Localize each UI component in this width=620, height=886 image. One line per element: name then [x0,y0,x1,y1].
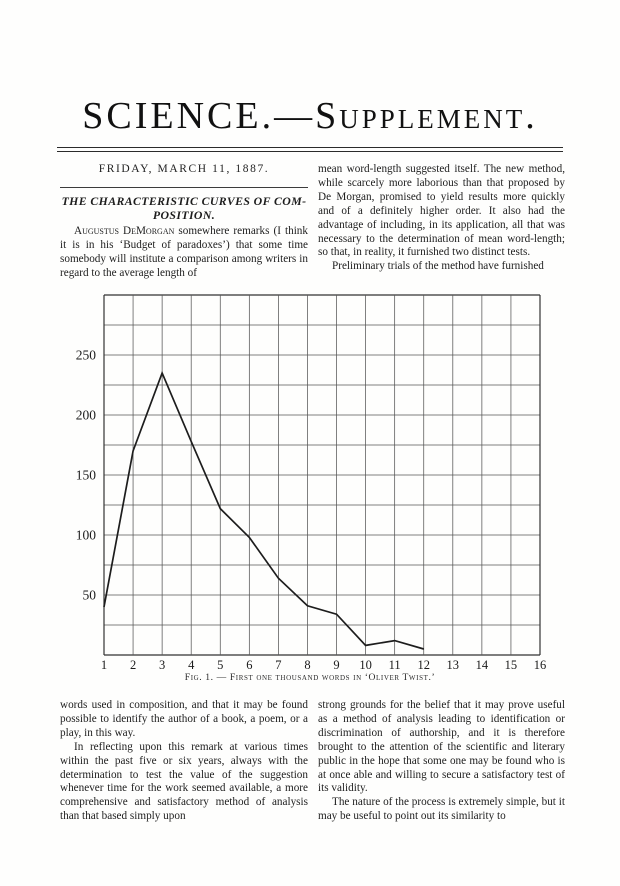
column-bottom-left [60,696,308,824]
x-axis-tick-label: 14 [475,658,489,670]
paragraph: strong grounds for the belief that it may prove useful as a method of analysis leading to identification or discrimination of authorship, and it is therefore brought to the attention of the scientific and literary public in the hope that some one may be found who is at once able and willing to secure a satisfactory test of its validity. [318,699,565,795]
x-axis-tick-label: 10 [359,658,372,670]
x-axis-tick-label: 7 [275,658,282,670]
article-title [60,194,308,222]
masthead [0,94,620,138]
x-axis-tick-label: 16 [533,658,547,670]
y-axis-tick-label: 200 [75,407,96,423]
x-axis-tick-label: 15 [504,658,518,670]
word-length-curve [104,373,424,649]
column-top-left [60,160,308,281]
paragraph: The nature of the process is extremely simple, but it may be useful to point out its similarity to [318,796,565,823]
paragraph: In reflecting upon this remark at various times within the past five or six years, always with the determination to test the value of the suggestion whenever time for the work seemed available, a more comprehensive and satisfactory method of analysis than that based simply upon [60,740,308,823]
paragraph [60,225,308,281]
x-axis-tick-label: 12 [417,658,430,670]
masthead-title [0,94,620,138]
x-axis-tick-label: 2 [129,658,137,670]
x-axis-tick-label: 8 [304,658,311,670]
wordlength-chart [57,288,563,670]
article-title-line1: THE CHARACTERISTIC CURVES OF COM- [61,194,307,208]
y-axis-tick-label: 50 [82,587,96,603]
y-axis-tick-label: 100 [75,527,96,543]
article-title-line2: POSITION. [152,208,216,222]
dateline-rule [60,187,308,188]
figure-1 [57,288,563,670]
x-axis-tick-label: 6 [246,658,253,670]
x-axis-tick-label: 11 [388,658,401,670]
masthead-title-sub: —Supplement. [274,95,538,137]
paragraph: mean word-length suggested itself. The new method, while scarcely more laborious than that proposed by De Morgan, promised to yield results more quickly and of a definitely higher order. It also had the advantage of including, in its application, all that was necessary to the determination of mean word-length; so that, in reality, it furnished two distinct tests. [318,163,565,259]
x-axis-tick-label: 9 [333,658,340,670]
x-axis-tick-label: 4 [188,658,195,670]
x-axis-tick-label: 1 [100,658,108,670]
column-bottom-right [318,696,565,824]
paragraph: words used in composition, and that it may be found possible to identify the author of a book, a poem, or a play, in this way. [60,699,308,739]
figure-caption: Fig. 1. — First one thousand words in ‘Oliver Twist.’ [184,672,436,683]
x-axis-tick-label: 3 [159,658,166,670]
y-axis-tick-label: 150 [75,467,96,483]
paragraph-text: somewhere remarks (I think it is in his ‘Budget of paradoxes’) that some time somebody will institute a comparison among writers in regard to the average length of [60,225,308,279]
masthead-rule [57,147,563,152]
author-mention: Augustus DeMorgan [74,225,175,237]
x-axis-tick-label: 5 [217,658,224,670]
y-axis-tick-label: 250 [75,347,96,363]
x-axis-tick-label: 13 [446,658,460,670]
column-top-right [318,160,565,274]
masthead-title-main: SCIENCE. [82,95,275,137]
dateline: FRIDAY, MARCH 11, 1887. [98,163,270,175]
paragraph: Preliminary trials of the method have furnished [332,260,544,273]
